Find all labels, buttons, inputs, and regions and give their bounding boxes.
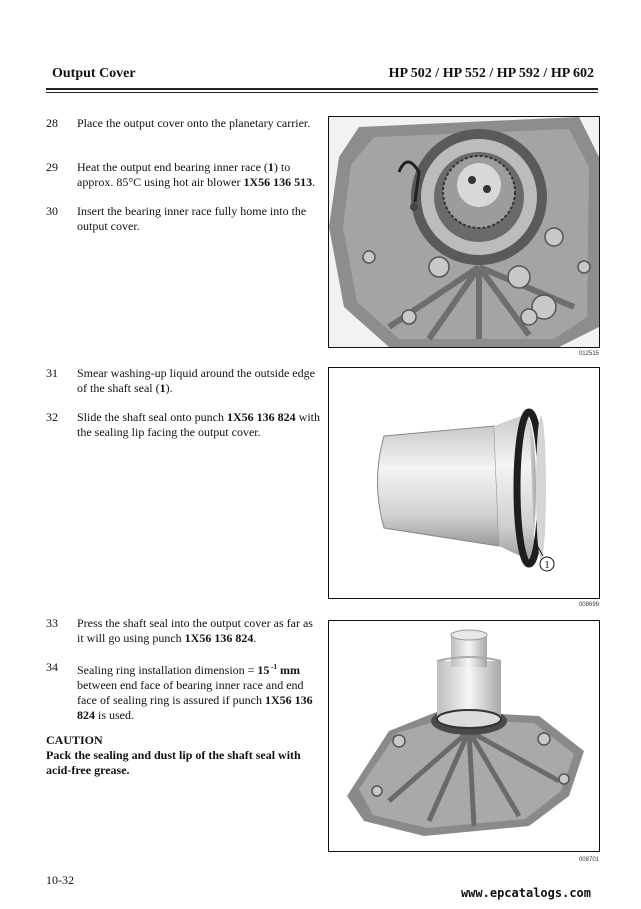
- website-link[interactable]: www.epcatalogs.com: [460, 886, 591, 900]
- header-rule-thin: [46, 92, 598, 93]
- figure-pressing-seal: [328, 620, 600, 852]
- caution-title: CAUTION: [46, 733, 103, 747]
- figure-reference: 012515: [578, 351, 599, 357]
- output-cover-photo: [329, 117, 599, 347]
- page-header: [46, 64, 598, 88]
- figure-reference: 008699: [578, 602, 599, 608]
- model-list: HP 502 / HP 552 / HP 592 / HP 602: [388, 66, 594, 81]
- step-number: 31: [46, 366, 58, 380]
- figure-shaft-seal-punch: [328, 367, 600, 599]
- caution-text: Pack the sealing and dust lip of the shaft seal with acid-free grease.: [46, 748, 301, 777]
- callout-1: 1: [544, 559, 550, 571]
- step-text: Insert the bearing inner race fully home into the output cover.: [77, 204, 307, 233]
- pressing-seal-photo: [329, 621, 599, 851]
- step-number: 28: [46, 116, 58, 130]
- header-rule: [46, 88, 598, 90]
- step-number: 32: [46, 410, 58, 424]
- step-number: 34: [46, 660, 58, 674]
- step-number: 29: [46, 160, 58, 174]
- caution-note: [46, 733, 321, 778]
- page-number: 10-32: [46, 873, 74, 887]
- step-text: Slide the shaft seal onto punch 1X56 136 824 with the sealing lip facing the output cover.: [77, 410, 320, 439]
- section-title: Output Cover: [52, 66, 136, 81]
- step-text: Sealing ring installation dimension = 15 $^{-1}$ mm between end face of bearing inner race and end face of sealing ring is assured if punch 1X56 136 824 is used.: [77, 663, 313, 722]
- figure-reference: 008701: [578, 857, 599, 863]
- step-number: 33: [46, 616, 58, 630]
- step-text: Place the output cover onto the planetary carrier.: [77, 116, 311, 130]
- shaft-seal-photo: [329, 368, 599, 598]
- step-text: Heat the output end bearing inner race (1) to approx. 85°C using hot air blower 1X56 136 513.: [77, 160, 316, 189]
- figure-output-cover-bearing: [328, 116, 600, 348]
- step-text: Press the shaft seal into the output cover as far as it will go using punch 1X56 136 824.: [77, 616, 313, 645]
- step-text: Smear washing-up liquid around the outside edge of the shaft seal (1).: [77, 366, 315, 395]
- step-number: 30: [46, 204, 58, 218]
